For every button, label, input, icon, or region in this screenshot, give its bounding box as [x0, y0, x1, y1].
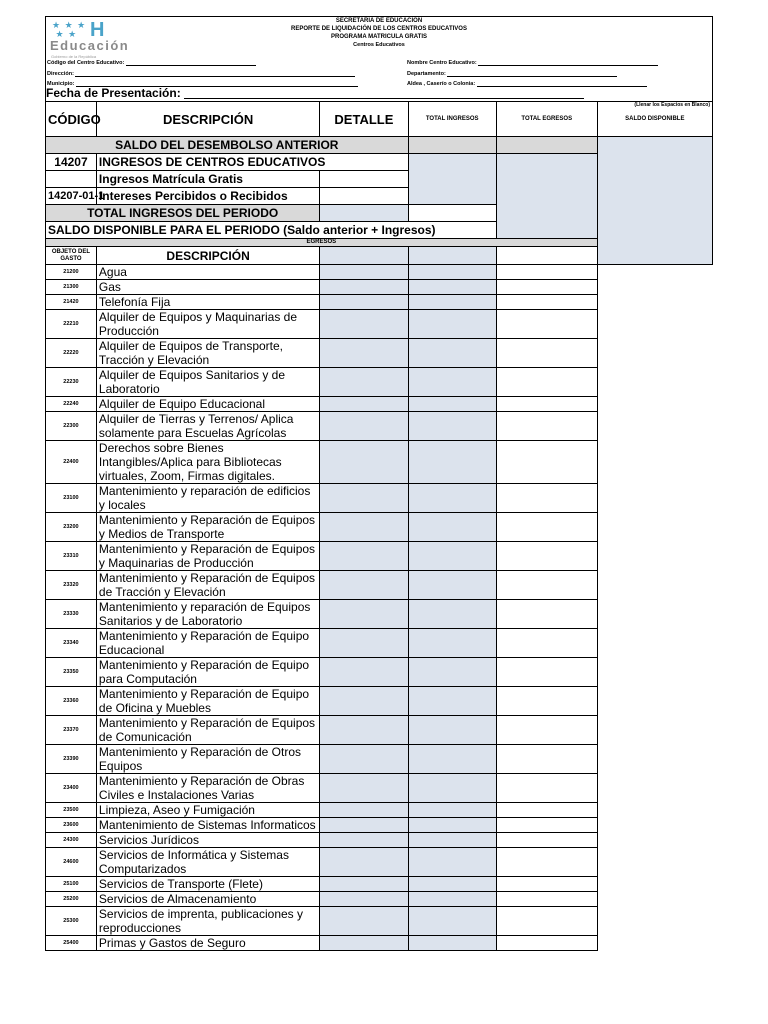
table-row — [46, 629, 713, 658]
gasto-description: Mantenimiento y Reparación de Equipos de Comunicación — [96, 716, 319, 745]
report-title — [46, 17, 712, 49]
egresos-cell[interactable] — [496, 600, 597, 629]
objeto-gasto-header: OBJETO DEL GASTO — [46, 247, 97, 265]
objeto-gasto-code: 22300 — [46, 412, 97, 441]
detalle-cell[interactable] — [320, 188, 408, 205]
egresos-cell[interactable] — [496, 513, 597, 542]
gasto-description: Servicios Jurídicos — [96, 833, 319, 848]
table-row — [46, 833, 713, 848]
egresos-block[interactable] — [496, 154, 597, 239]
egresos-cell[interactable] — [496, 441, 597, 484]
ingresos-cell[interactable] — [408, 936, 496, 951]
ingresos-cell[interactable] — [408, 280, 496, 295]
table-row — [46, 892, 713, 907]
gasto-description: Alquiler de Tierras y Terrenos/ Aplica solamente para Escuelas Agrícolas — [96, 412, 319, 441]
objeto-gasto-code: 22230 — [46, 368, 97, 397]
table-row — [46, 774, 713, 803]
aldea-field[interactable]: Aldea , Caserío o Colonia: — [407, 80, 647, 87]
detalle-cell[interactable] — [320, 745, 408, 774]
logo-subtitle: Gobierno de la República — [51, 54, 97, 59]
cell[interactable] — [320, 205, 408, 222]
title-line: Centros Educativos — [353, 42, 405, 48]
egresos-cell[interactable] — [496, 412, 597, 441]
detalle-cell[interactable] — [320, 892, 408, 907]
detalle-cell[interactable] — [320, 171, 408, 188]
table-row — [46, 441, 713, 484]
egresos-cell[interactable] — [496, 310, 597, 339]
egresos-cell[interactable] — [496, 397, 597, 412]
table-row — [46, 368, 713, 397]
egresos-list — [46, 265, 713, 951]
detalle-cell[interactable] — [320, 907, 408, 936]
egresos-section-label: EGRESOS — [46, 239, 598, 247]
table-row — [46, 339, 713, 368]
table-row — [46, 542, 713, 571]
egresos-cell[interactable] — [496, 716, 597, 745]
ingresos-cell[interactable] — [408, 818, 496, 833]
table-row — [46, 600, 713, 629]
ingresos-cell[interactable] — [408, 629, 496, 658]
detalle-cell[interactable] — [320, 412, 408, 441]
gasto-description: Mantenimiento y reparación de edificios y locales — [96, 484, 319, 513]
cell[interactable] — [408, 137, 496, 154]
gasto-description: Limpieza, Aseo y Fumigación — [96, 803, 319, 818]
objeto-gasto-code: 24600 — [46, 848, 97, 877]
detalle-cell[interactable] — [320, 803, 408, 818]
egresos-cell[interactable] — [496, 484, 597, 513]
detalle-cell[interactable] — [320, 877, 408, 892]
gasto-description: Alquiler de Equipo Educacional — [96, 397, 319, 412]
egresos-cell[interactable] — [496, 848, 597, 877]
objeto-gasto-code: 23320 — [46, 571, 97, 600]
gasto-description: Mantenimiento y Reparación de Otros Equipos — [96, 745, 319, 774]
egresos-cell[interactable] — [496, 295, 597, 310]
table-row — [46, 397, 713, 412]
ingresos-cell[interactable] — [408, 484, 496, 513]
ingresos-code: 14207 — [46, 154, 97, 171]
egresos-cell[interactable] — [496, 542, 597, 571]
saldo-periodo-label: SALDO DISPONIBLE PARA EL PERIODO (Saldo anterior + Ingresos) — [46, 222, 497, 239]
nombre-field[interactable]: Nombre Centro Educativo: — [407, 59, 658, 66]
matricula-label: Ingresos Matrícula Gratis — [96, 171, 319, 188]
objeto-gasto-code: 23340 — [46, 629, 97, 658]
intereses-code: 14207-01-1 — [46, 188, 97, 205]
gasto-description: Primas y Gastos de Seguro — [96, 936, 319, 951]
table-row — [46, 513, 713, 542]
ingresos-cell[interactable] — [408, 716, 496, 745]
table-row — [46, 687, 713, 716]
cell[interactable] — [320, 247, 408, 265]
table-row — [46, 295, 713, 310]
ingresos-cell[interactable] — [408, 368, 496, 397]
stars-icon: ★ ★ ★ ★ ★ — [52, 20, 87, 39]
egresos-cell[interactable] — [496, 280, 597, 295]
table-row — [46, 803, 713, 818]
ingresos-cell[interactable] — [408, 848, 496, 877]
objeto-gasto-code: 23500 — [46, 803, 97, 818]
ingresos-cell[interactable] — [408, 774, 496, 803]
objeto-gasto-code: 21420 — [46, 295, 97, 310]
gasto-description: Gas — [96, 280, 319, 295]
detalle-cell[interactable] — [320, 441, 408, 484]
ingresos-cell[interactable] — [408, 441, 496, 484]
detalle-cell[interactable] — [320, 368, 408, 397]
col-descripcion: DESCRIPCIÓN — [96, 102, 319, 137]
fecha-field[interactable]: Fecha de Presentación: — [46, 87, 584, 99]
codigo-field[interactable]: Código del Centro Educativo: — [47, 59, 256, 66]
objeto-gasto-code: 23310 — [46, 542, 97, 571]
gasto-description: Mantenimiento y Reparación de Obras Civiles e Instalaciones Varias — [96, 774, 319, 803]
egresos-cell[interactable] — [496, 629, 597, 658]
gasto-description: Mantenimiento y Reparación de Equipo Educacional — [96, 629, 319, 658]
objeto-gasto-code: 22400 — [46, 441, 97, 484]
egresos-cell[interactable] — [496, 265, 597, 280]
egresos-cell[interactable] — [496, 907, 597, 936]
ingresos-cell[interactable] — [408, 542, 496, 571]
gasto-description: Mantenimiento y Reparación de Equipos y Maquinarias de Producción — [96, 542, 319, 571]
gasto-description: Mantenimiento y reparación de Equipos Sanitarios y de Laboratorio — [96, 600, 319, 629]
objeto-gasto-code: 21300 — [46, 280, 97, 295]
cell — [320, 154, 408, 171]
ingresos-cell[interactable] — [408, 687, 496, 716]
table-row — [46, 745, 713, 774]
detalle-cell[interactable] — [320, 397, 408, 412]
h-logo-icon: H — [90, 19, 105, 41]
objeto-gasto-code: 25100 — [46, 877, 97, 892]
egresos-cell[interactable] — [496, 774, 597, 803]
table-row — [46, 716, 713, 745]
gasto-description: Telefonía Fija — [96, 295, 319, 310]
detalle-cell[interactable] — [320, 848, 408, 877]
gasto-description: Alquiler de Equipos de Transporte, Tracción y Elevación — [96, 339, 319, 368]
form-header — [45, 16, 713, 108]
saldo-anterior-row — [46, 137, 713, 154]
gasto-description: Servicios de Informática y Sistemas Computarizados — [96, 848, 319, 877]
detalle-cell[interactable] — [320, 484, 408, 513]
table-row — [46, 936, 713, 951]
municipio-field[interactable]: Municipio: — [47, 80, 358, 87]
ingresos-cell[interactable] — [408, 907, 496, 936]
egresos-cell[interactable] — [496, 892, 597, 907]
gasto-description: Servicios de Almacenamiento — [96, 892, 319, 907]
table-row — [46, 412, 713, 441]
detalle-cell[interactable] — [320, 571, 408, 600]
fill-note: (Llenar los Espacios en Blanco) — [634, 102, 710, 108]
objeto-gasto-code: 23370 — [46, 716, 97, 745]
gasto-description: Mantenimiento y Reparación de Equipos de Tracción y Elevación — [96, 571, 319, 600]
col-total-ingresos: TOTAL INGRESOS — [408, 102, 496, 137]
objeto-gasto-code: 22240 — [46, 397, 97, 412]
egresos-cell[interactable] — [496, 936, 597, 951]
gasto-description: Mantenimiento y Reparación de Equipo para Computación — [96, 658, 319, 687]
table-header-row — [46, 102, 713, 137]
table-row — [46, 848, 713, 877]
detalle-cell[interactable] — [320, 310, 408, 339]
objeto-gasto-code: 22220 — [46, 339, 97, 368]
ingresos-cell[interactable] — [408, 658, 496, 687]
egresos-cell[interactable] — [496, 658, 597, 687]
ingresos-cell[interactable] — [408, 295, 496, 310]
egresos-cell[interactable] — [496, 571, 597, 600]
ingresos-cell[interactable] — [408, 803, 496, 818]
objeto-gasto-code: 23600 — [46, 818, 97, 833]
table-row — [46, 571, 713, 600]
cell[interactable] — [496, 137, 597, 154]
gasto-description: Agua — [96, 265, 319, 280]
title-line: PROGRAMA MATRICULA GRATIS — [331, 34, 427, 40]
title-line: REPORTE DE LIQUIDACIÓN DE LOS CENTROS EDUCATIVOS — [291, 26, 467, 32]
ingresos-cell[interactable] — [408, 892, 496, 907]
col-codigo: CÓDIGO — [46, 102, 97, 137]
detalle-cell[interactable] — [320, 339, 408, 368]
egresos-cell[interactable] — [496, 339, 597, 368]
ingresos-cell[interactable] — [408, 833, 496, 848]
ingresos-cell[interactable] — [408, 265, 496, 280]
gasto-description: Alquiler de Equipos y Maquinarias de Producción — [96, 310, 319, 339]
egresos-cell[interactable] — [496, 877, 597, 892]
detalle-cell[interactable] — [320, 295, 408, 310]
detalle-cell[interactable] — [320, 716, 408, 745]
logo-wordmark: Educación — [50, 38, 130, 53]
saldo-anterior-label: SALDO DEL DESEMBOLSO ANTERIOR — [46, 137, 409, 154]
total-ingresos-value[interactable] — [408, 205, 496, 222]
ingresos-cell[interactable] — [408, 877, 496, 892]
gasto-description: Mantenimiento y Reparación de Equipos y Medios de Transporte — [96, 513, 319, 542]
liquidation-form — [45, 16, 713, 951]
gasto-description: Mantenimiento y Reparación de Equipo de Oficina y Muebles — [96, 687, 319, 716]
objeto-gasto-code: 23200 — [46, 513, 97, 542]
ingresos-input[interactable] — [408, 154, 496, 205]
detalle-cell[interactable] — [320, 774, 408, 803]
egresos-cell[interactable] — [496, 687, 597, 716]
table-row — [46, 310, 713, 339]
gasto-description: Servicios de imprenta, publicaciones y reproducciones — [96, 907, 319, 936]
ingresos-cell[interactable] — [408, 600, 496, 629]
ingresos-cell[interactable] — [408, 397, 496, 412]
egresos-cell[interactable] — [496, 745, 597, 774]
detalle-cell[interactable] — [320, 936, 408, 951]
title-line: SECRETARIA DE EDUCACION — [335, 18, 423, 24]
ingresos-cell[interactable] — [408, 310, 496, 339]
table-row — [46, 658, 713, 687]
egresos-cell[interactable] — [496, 833, 597, 848]
ingresos-cell[interactable] — [408, 745, 496, 774]
gasto-description: Derechos sobre Bienes Intangibles/Aplica para Bibliotecas virtuales, Zoom, Firmas digitales. — [96, 441, 319, 484]
egresos-descripcion-header: DESCRIPCIÓN — [96, 247, 319, 265]
objeto-gasto-code: 25200 — [46, 892, 97, 907]
gasto-description: Alquiler de Equipos Sanitarios y de Laboratorio — [96, 368, 319, 397]
detalle-cell[interactable] — [320, 265, 408, 280]
table-row — [46, 484, 713, 513]
detalle-cell[interactable] — [320, 658, 408, 687]
ingresos-cell[interactable] — [408, 513, 496, 542]
objeto-gasto-code: 23100 — [46, 484, 97, 513]
cell[interactable] — [408, 247, 496, 265]
liquidation-table — [45, 101, 713, 951]
detalle-cell[interactable] — [320, 833, 408, 848]
detalle-cell[interactable] — [320, 687, 408, 716]
egresos-cell[interactable] — [496, 368, 597, 397]
col-total-egresos: TOTAL EGRESOS — [496, 102, 597, 137]
detalle-cell[interactable] — [320, 542, 408, 571]
cell[interactable] — [496, 247, 597, 265]
saldo-disponible-column[interactable] — [597, 137, 712, 265]
objeto-gasto-code: 24300 — [46, 833, 97, 848]
table-row — [46, 265, 713, 280]
objeto-gasto-code: 23390 — [46, 745, 97, 774]
intereses-label: Intereses Percibidos o Recibidos — [96, 188, 319, 205]
detalle-cell[interactable] — [320, 600, 408, 629]
col-detalle: DETALLE — [320, 102, 408, 137]
objeto-gasto-code: 25300 — [46, 907, 97, 936]
total-ingresos-label: TOTAL INGRESOS DEL PERIODO — [46, 205, 320, 222]
objeto-gasto-code: 21200 — [46, 265, 97, 280]
departamento-field[interactable]: Departamento: — [407, 70, 617, 77]
egresos-cell[interactable] — [496, 803, 597, 818]
table-row — [46, 818, 713, 833]
detalle-cell[interactable] — [320, 818, 408, 833]
objeto-gasto-code: 22210 — [46, 310, 97, 339]
objeto-gasto-code: 23400 — [46, 774, 97, 803]
ingresos-cell[interactable] — [408, 339, 496, 368]
objeto-gasto-code: 23360 — [46, 687, 97, 716]
col-saldo-disponible: SALDO DISPONIBLE — [597, 102, 712, 137]
objeto-gasto-code: 23350 — [46, 658, 97, 687]
detalle-cell[interactable] — [320, 629, 408, 658]
table-row — [46, 877, 713, 892]
ingresos-cell[interactable] — [408, 412, 496, 441]
table-row — [46, 280, 713, 295]
detalle-cell[interactable] — [320, 280, 408, 295]
gasto-description: Servicios de Transporte (Flete) — [96, 877, 319, 892]
table-row — [46, 907, 713, 936]
detalle-cell[interactable] — [320, 513, 408, 542]
objeto-gasto-code: 23330 — [46, 600, 97, 629]
egresos-cell[interactable] — [496, 818, 597, 833]
gasto-description: Mantenimiento de Sistemas Informaticos — [96, 818, 319, 833]
ingresos-label: INGRESOS DE CENTROS EDUCATIVOS — [96, 154, 319, 171]
objeto-gasto-code: 25400 — [46, 936, 97, 951]
cell — [46, 171, 97, 188]
direccion-field[interactable]: Dirección: — [47, 70, 355, 77]
ingresos-cell[interactable] — [408, 571, 496, 600]
